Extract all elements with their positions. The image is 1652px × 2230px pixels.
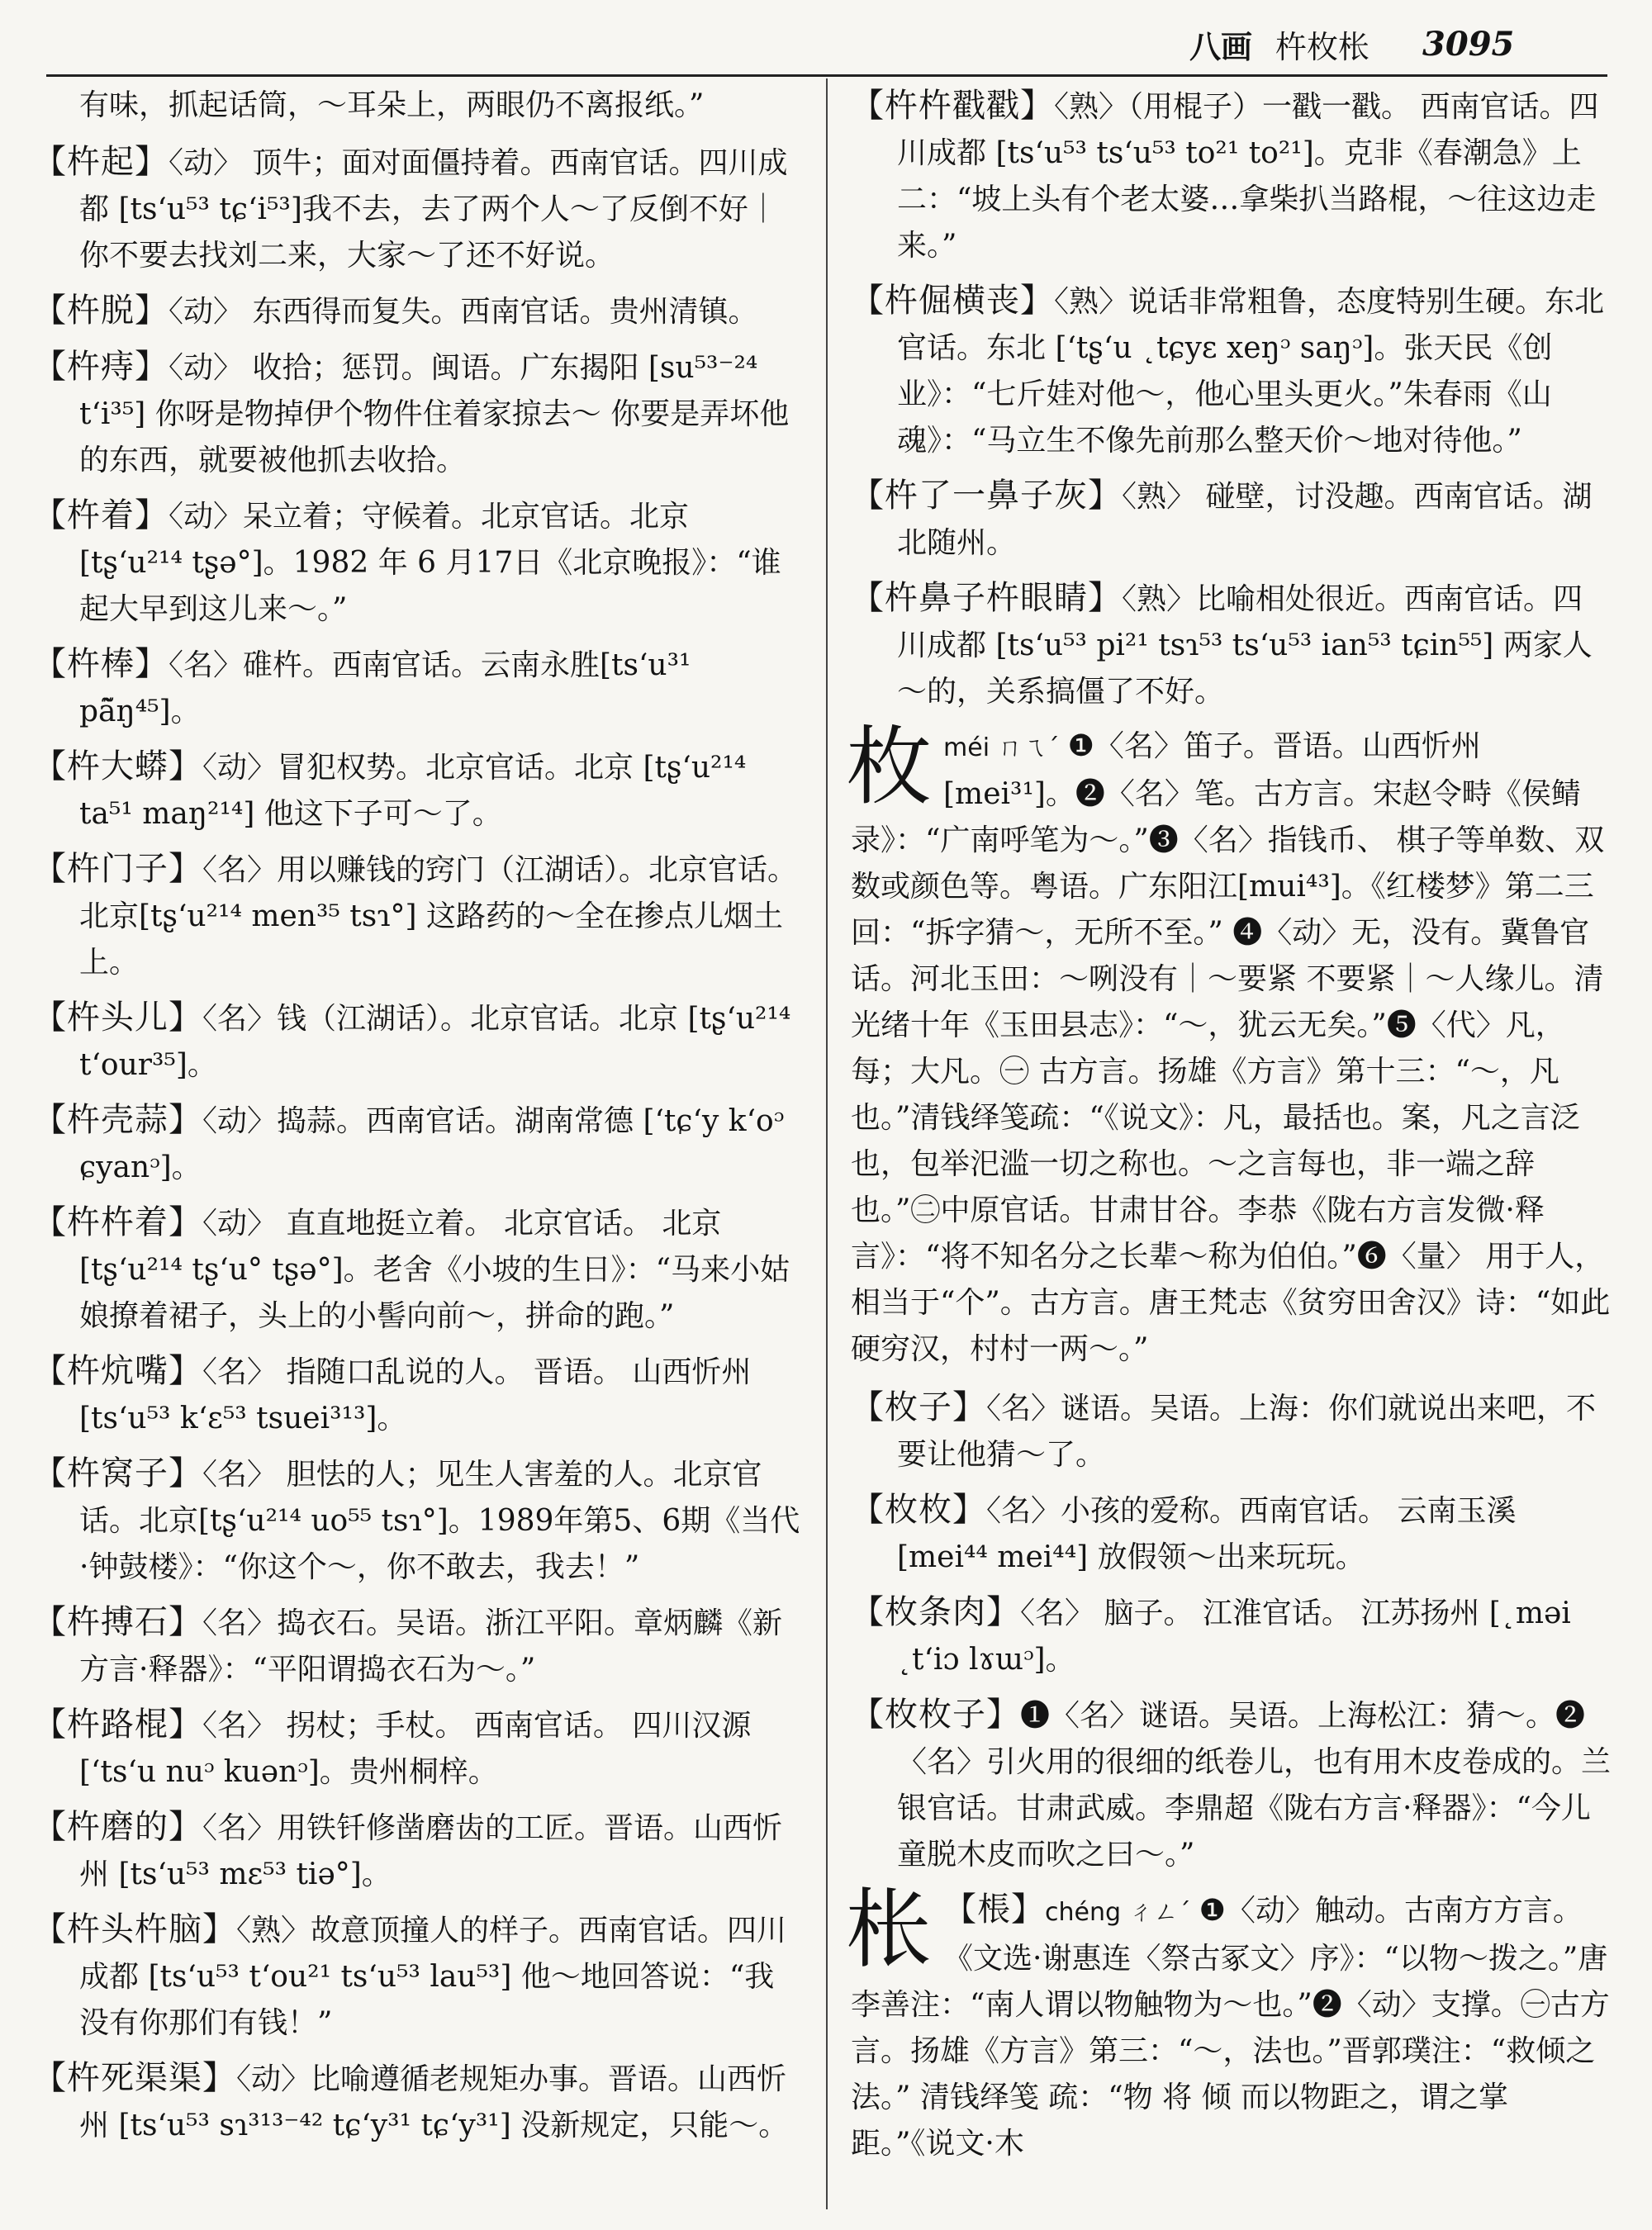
column-divider — [826, 78, 828, 2209]
definition-text: 〈名〉 指随口乱说的人。 晋语。 山西忻州 [tsʻu⁵³ kʻɛ⁵³ tsuei³¹³]。 — [79, 1355, 752, 1435]
definition-text: 〈名〉 脑子。 江淮官话。 江苏扬州 [˛məi ˛tʻiɔ lɤɯᵓ]。 — [897, 1597, 1571, 1677]
definition-text: 〈动〉 直直地挺立着。 北京官话。 北京 [tʂʻu²¹⁴ tʂʻu° tʂə°]。老舍《小坡的生日》：“马来小姑娘撩着裙子，头上的小髻向前～，拼命的跑。” — [79, 1207, 790, 1333]
header-rule — [46, 74, 1607, 77]
character-entry — [846, 1879, 1611, 2167]
dictionary-entry — [33, 287, 801, 335]
entry-headword: 【枚条肉】 — [851, 1593, 1020, 1631]
definition-text: 〈熟〉说话非常粗鲁，态度特别生硬。东北官话。东北 [ʻtʂʻu ˛tɕyɛ xeŋᵓ saŋᵓ]。张天民《创业》：“七斤娃对他～，他心里头更火。”朱春雨《山魂》：“马立生不像先前那么整天价～地对待他。” — [897, 285, 1605, 458]
entry-headword: 【杵门子】 — [33, 850, 202, 888]
dictionary-entry — [851, 575, 1611, 715]
pinyin-reading: chéng ㄔㄥˊ — [1045, 1898, 1191, 1927]
entry-headword: 【杵杵着】 — [33, 1203, 202, 1241]
definition-text: ❶〈名〉谜语。吴语。上海松江：猜～。❷〈名〉引火用的很细的纸卷儿，也有用木皮卷成的。兰银官话。甘肃武威。李鼎超《陇右方言·释器》：“今儿童脱木皮而吹之曰～。” — [897, 1699, 1612, 1872]
running-header — [1189, 15, 1619, 73]
entry-headword: 【杵鼻子杵眼睛】 — [851, 579, 1122, 617]
definition-text: 〈熟〉 碰壁，讨没趣。西南官话。湖北随州。 — [897, 480, 1593, 560]
entry-headword: 【杵搏石】 — [33, 1603, 202, 1641]
right-column — [846, 83, 1612, 2213]
character-entry — [846, 716, 1611, 1373]
dictionary-entry — [851, 472, 1611, 567]
entry-headword: 【杵倔横丧】 — [851, 282, 1054, 320]
dictionary-entry — [851, 83, 1611, 269]
definition-text: ❶〈动〉触动。古南方方言。《文选·谢惠连〈祭古冢文〉序》：“以物～拨之。”唐李善注：“南人谓以物触物为～也。”❷〈动〉支撑。㊀古方言。扬雄《方言》第三：“～，法也。”晋郭璞注：“救倾之法。” 清钱绎笺 疏：“物 将 倾 而以物距之，谓之掌距。”《说文·木 — [851, 1894, 1610, 2161]
dictionary-entry — [33, 1599, 801, 1693]
entry-headword: 【杵了一鼻子灰】 — [851, 477, 1122, 515]
character-headword: 枨 — [846, 1879, 933, 1980]
dictionary-entry — [851, 1589, 1611, 1683]
dictionary-entry — [33, 641, 801, 735]
dictionary-entry — [33, 1097, 801, 1191]
left-column — [33, 83, 801, 2213]
dictionary-entry — [33, 1199, 801, 1340]
definition-text: 〈动〉 东西得而复失。西南官话。贵州清镇。 — [169, 295, 758, 329]
entry-headword: 【杵磨的】 — [33, 1808, 202, 1846]
dictionary-entry — [33, 1348, 801, 1442]
definition-text: 〈动〉冒犯权势。北京官话。北京 [tʂʻu²¹⁴ ta⁵¹ maŋ²¹⁴] 他这下子可～了。 — [79, 751, 747, 831]
dictionary-entry — [851, 1487, 1611, 1581]
dictionary-entry — [33, 1450, 801, 1591]
entry-headword: 【杵窝子】 — [33, 1454, 202, 1492]
definition-text: 〈名〉钱（江湖话）。北京官话。北京 [tʂʻu²¹⁴ tʻour³⁵]。 — [79, 1002, 791, 1082]
dictionary-entry — [33, 1906, 801, 2047]
variant-form: 【棖】 — [943, 1891, 1046, 1929]
entry-headword: 【杵杵戳戳】 — [851, 87, 1054, 125]
entry-headword: 【枚枚子】 — [851, 1696, 1020, 1734]
definition-text: 〈名〉 拐杖；手杖。 西南官话。 四川汉源 [ʻtsʻu nuᵓ kuənᵓ]。贵州桐梓。 — [79, 1709, 752, 1789]
entry-headword: 【杵起】 — [33, 143, 169, 181]
entry-continuation: 有味，抓起话筒，～耳朵上，两眼仍不离报纸。” — [79, 88, 705, 122]
page-number: 3095 — [1422, 24, 1515, 64]
definition-text: 〈名〉用以赚钱的窍门（江湖话）。北京官话。北京[tʂʻu²¹⁴ men³⁵ tsɿ°] 这路药的～全在掺点儿烟土上。 — [79, 853, 798, 980]
definition-text: 〈熟〉（用棍子）一戳一戳。 西南官话。四川成都 [tsʻu⁵³ tsʻu⁵³ to²¹ to²¹]。克非《春潮急》上二：“坡上头有个老太婆…拿柴扒当路棍，～往这边走来。” — [897, 90, 1599, 263]
section-label: 八画 — [1189, 27, 1253, 65]
definition-text: 〈名〉用铁钎修凿磨齿的工匠。晋语。山西忻州 [tsʻu⁵³ mɛ⁵³ tiə°]。 — [79, 1811, 783, 1891]
definition-text: 〈名〉谜语。吴语。上海：你们就说出来吧，不要让他猜～了。 — [897, 1392, 1597, 1472]
definition-text: 〈动〉比喻遵循老规矩办事。晋语。山西忻州 [tsʻu⁵³ sɿ³¹³⁻⁴² tɕʻy³¹ tɕʻy³¹] 没新规定，只能～。 — [79, 2062, 789, 2142]
entry-headword: 【杵头儿】 — [33, 999, 202, 1037]
entry-headword: 【杵大蟒】 — [33, 747, 202, 785]
dictionary-entry — [851, 278, 1611, 464]
entry-headword: 【杵棒】 — [33, 645, 169, 683]
definition-text: 〈名〉 胆怯的人；见生人害羞的人。北京官话。北京[tʂʻu²¹⁴ uo⁵⁵ tsɿ°]。1989年第5、6期《当代·钟鼓楼》：“你这个～，你不敢去，我去！” — [79, 1458, 800, 1584]
pinyin-reading: méi ㄇㄟˊ — [943, 733, 1060, 762]
entry-headword: 【杵脱】 — [33, 292, 169, 330]
dictionary-entry — [33, 344, 801, 484]
dictionary-entry — [851, 1384, 1611, 1478]
character-headword: 枚 — [846, 716, 933, 817]
entry-headword: 【枚枚】 — [851, 1491, 986, 1529]
entry-headword: 【杵炕嘴】 — [33, 1352, 202, 1390]
dictionary-entry — [33, 139, 801, 279]
dictionary-entry — [33, 743, 801, 837]
definition-text: 〈名〉碓杵。西南官话。云南永胜[tsʻu³¹ pã̃ŋ⁴⁵]。 — [79, 648, 691, 728]
definition-text: 〈熟〉比喻相处很近。西南官话。四川成都 [tsʻu⁵³ pi²¹ tsɿ⁵³ tsʻu⁵³ ian⁵³ tɕin⁵⁵] 两家人～的，关系搞僵了不好。 — [897, 582, 1593, 709]
entry-headword: 【杵路棍】 — [33, 1706, 202, 1744]
definition-text: 〈名〉捣衣石。吴语。浙江平阳。章炳麟《新方言·释器》：“平阳谓捣衣石为～。” — [79, 1606, 783, 1687]
dictionary-entry — [33, 492, 801, 633]
header-characters: 杵枚枨 — [1275, 28, 1370, 65]
definition-text: 〈熟〉故意顶撞人的样子。西南官话。四川成都 [tsʻu⁵³ tʻou²¹ tsʻu⁵³ lau⁵³] 他～地回答说：“我没有你那们有钱！” — [79, 1914, 787, 2040]
entry-headword: 【杵头杵脑】 — [33, 1910, 236, 1948]
dictionary-entry — [851, 1691, 1611, 1878]
dictionary-entry — [33, 846, 801, 986]
entry-headword: 【枚子】 — [851, 1388, 986, 1426]
entry-headword: 【杵死渠渠】 — [33, 2059, 236, 2097]
entry-headword: 【杵痔】 — [33, 348, 169, 386]
definition-text: 〈动〉捣蒜。西南官话。湖南常德 [ʻtɕʻy kʻoᵓ ɕyanᵓ]。 — [79, 1104, 785, 1184]
definition-text: 〈动〉呆立着；守候着。北京官话。北京 [tʂʻu²¹⁴ tʂə°]。1982 年 6 月17日《北京晚报》：“谁起大早到这儿来～。” — [79, 500, 781, 626]
definition-text: 〈动〉 顶牛；面对面僵持着。西南官话。四川成都 [tsʻu⁵³ tɕʻi⁵³]我不去，去了两个人～了反倒不好｜你不要去找刘二来，大家～了还不好说。 — [79, 146, 788, 273]
definition-text: 〈名〉小孩的爱称。西南官话。 云南玉溪 [mei⁴⁴ mei⁴⁴] 放假领～出来玩玩。 — [897, 1494, 1517, 1574]
entry-headword: 【杵着】 — [33, 496, 169, 534]
dictionary-entry — [33, 1701, 801, 1796]
dictionary-entry — [33, 994, 801, 1089]
entry-headword: 【杵壳蒜】 — [33, 1101, 202, 1139]
definition-text: 〈动〉 收拾；惩罚。闽语。广东揭阳 [su⁵³⁻²⁴ tʻi³⁵] 你呀是物掉伊个物件住着家掠去～ 你要是弄坏他的东西，就要被他抓去收拾。 — [79, 351, 790, 477]
dictionary-entry — [33, 2055, 801, 2149]
definition-text: ❶〈名〉笛子。晋语。山西忻州[mei³¹]。❷〈名〉笔。古方言。宋赵令畤《侯鲭录》：“广南呼笔为～。”❸〈名〉指钱币、 棋子等单数、双数或颜色等。粤语。广东阳江[mui⁴³]。《红楼梦》第二三回：“拆字猜～，无所不至。” ❹〈动〉无，没有。冀鲁官话。河北玉田：～咧没有｜～要紧 不要紧｜～人缘儿。清光绪十年《玉田县志》：“～，犹云无矣。”❺〈代〉凡，每；大凡。㊀ 古方言。扬雄《方言》第十三：“～，凡也。”清钱绎笺疏：“《说文》：凡，最括也。案，凡之言泛也，包举汜滥一切之称也。～之言每也，非一端之辞也。”㊁中原官话。甘肃甘谷。李恭《陇右方言发微·释言》：“将不知名分之长辈～称为伯伯。”❻〈量〉 用于人，相当于“个”。古方言。唐王梵志《贫穷田舍汉》诗：“如此硬穷汉，村村一两～。” — [851, 729, 1611, 1366]
dictionary-entry — [33, 1804, 801, 1898]
